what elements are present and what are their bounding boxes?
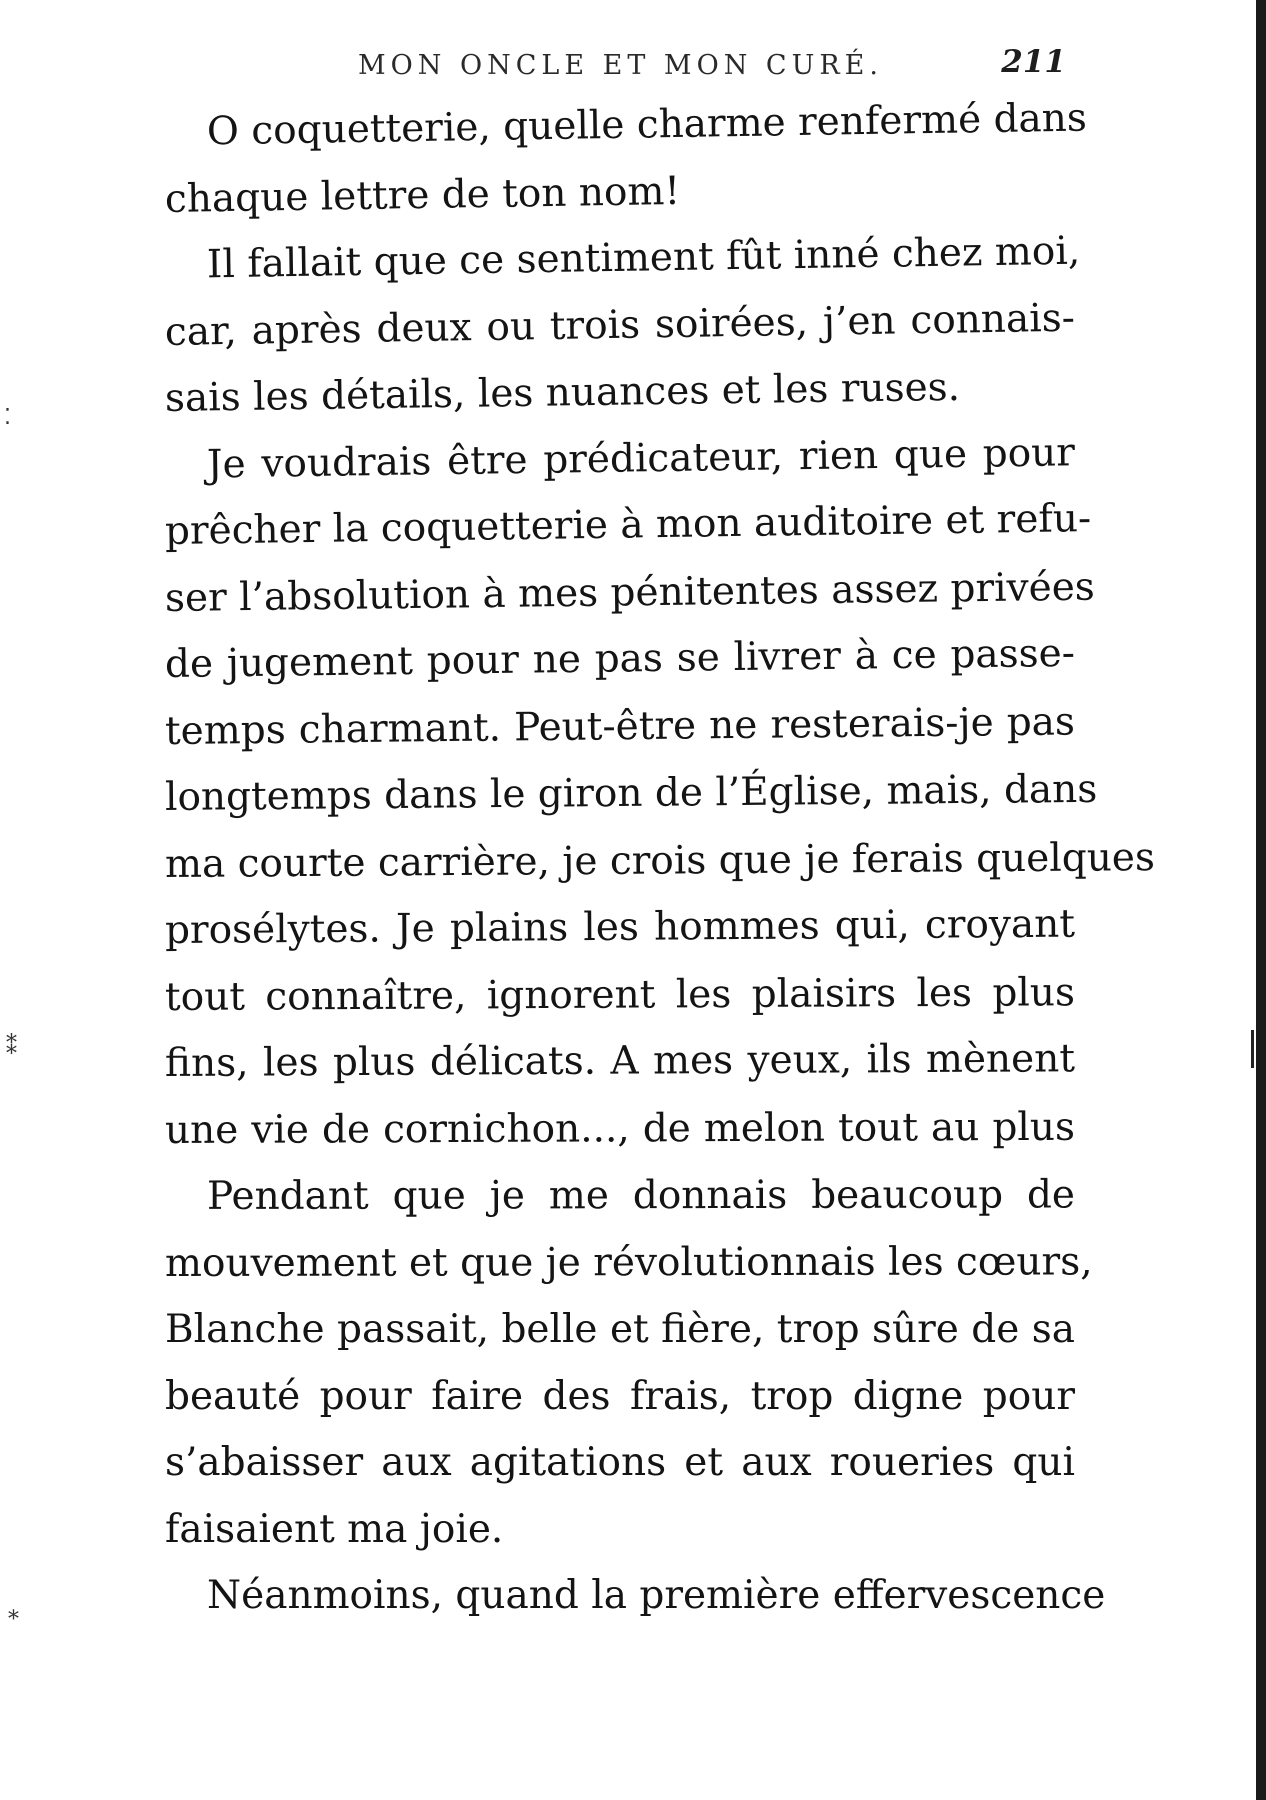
text-line: faisaient ma joie. <box>165 1506 504 1552</box>
scan-edge-mark <box>1251 1030 1254 1068</box>
text-line: de jugement pour ne pas se livrer à ce passe- <box>164 630 1076 687</box>
text-line: Blanche passait, belle et fière, trop sûre de sa <box>165 1307 1075 1352</box>
text-line: beauté pour faire des frais, trop digne pour <box>165 1373 1075 1419</box>
text-line: fins, les plus délicats. A mes yeux, ils mènent <box>164 1036 1076 1086</box>
text-line: prêcher la coquetterie à mon auditoire et refu- <box>164 496 1092 554</box>
text-line: ma courte carrière, je crois que je ferais quelques <box>164 834 1156 887</box>
text-line: mouvement et que je révolutionnais les cœurs, <box>164 1238 1093 1286</box>
page-header <box>350 44 1080 84</box>
text-line: tout connaître, ignorent les plaisirs les plus <box>164 969 1076 1020</box>
text-line: prosélytes. Je plains les hommes qui, croyant <box>164 901 1076 953</box>
running-title: MON ONCLE ET MON CURÉ. <box>358 50 883 81</box>
text-line: O coquetterie, quelle charme renfermé dans <box>206 95 1088 155</box>
text-line: ser l’absolution à mes pénitentes assez privées <box>164 564 1096 621</box>
text-line: longtemps dans le giron de l’Église, mais, dans <box>164 766 1098 820</box>
body-text <box>164 95 1156 1630</box>
text-line: Je voudrais être prédicateur, rien que pour <box>206 429 1076 487</box>
text-line: sais les détails, les nuances et les ruses. <box>164 364 961 421</box>
scan-speck: ⁎ <box>8 1600 19 1625</box>
text-line: Il fallait que ce sentiment fût inné chez moi, <box>206 228 1081 288</box>
scan-edge-bar <box>1256 0 1266 1800</box>
text-line: temps charmant. Peut-être ne resterais-je pas <box>164 698 1076 754</box>
scan-speck: ⁑ <box>6 1035 17 1060</box>
text-line: s’abaisser aux agitations et aux roueries qui <box>165 1440 1075 1485</box>
text-line: Pendant que je me donnais beaucoup de <box>206 1172 1076 1219</box>
page-number: 211 <box>1001 44 1066 80</box>
text-line: Néanmoins, quand la première effervescence <box>207 1573 1106 1618</box>
scan-speck: ⁚ <box>4 405 11 430</box>
text-line: une vie de cornichon..., de melon tout au plus <box>164 1104 1076 1153</box>
text-line: chaque lettre de ton nom! <box>164 168 681 222</box>
text-line: car, après deux ou trois soirées, j’en connais- <box>164 295 1076 355</box>
